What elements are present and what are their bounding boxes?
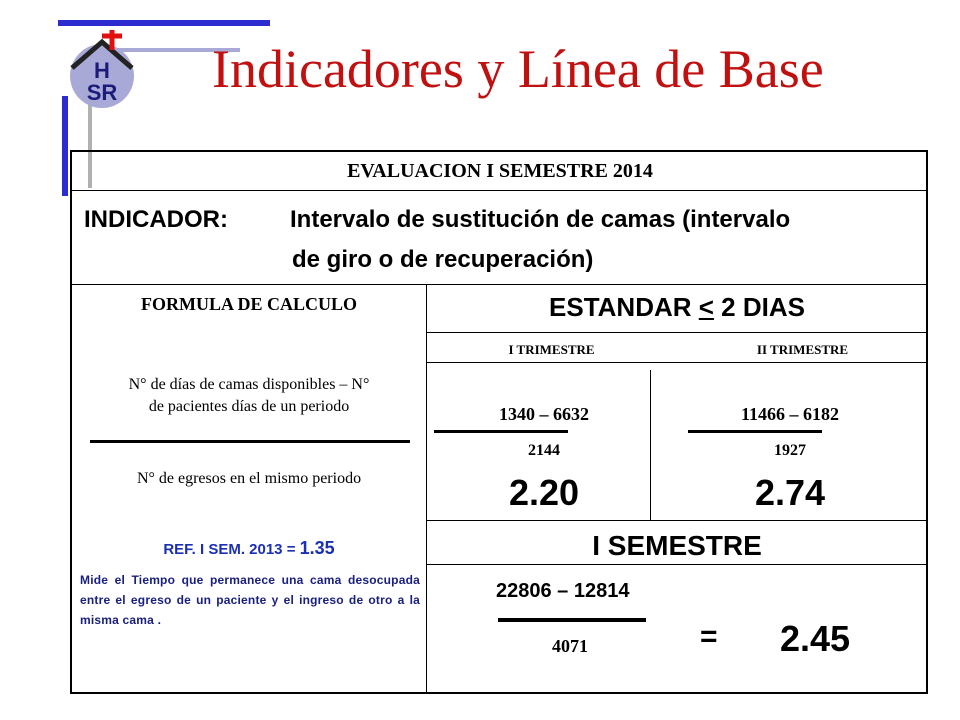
section-title: EVALUACION I SEMESTRE 2014 <box>347 160 653 182</box>
hospital-logo <box>64 28 144 108</box>
reference-value <box>72 538 426 559</box>
page-title: Indicadores y Línea de Base <box>212 39 824 99</box>
indicator-table <box>70 150 928 694</box>
semester-fraction-bar <box>498 618 646 622</box>
svg-text:SR: SR <box>86 80 118 105</box>
semester-result: 2.45 <box>780 618 851 659</box>
decorative-bar-left <box>62 96 68 196</box>
formula-numerator-line2: de pacientes días de un periodo <box>148 398 350 415</box>
row-divider <box>426 564 928 565</box>
row-divider <box>426 332 928 333</box>
row-divider <box>72 190 928 191</box>
reference-number: 1.35 <box>299 538 335 558</box>
svg-text:H: H <box>94 58 110 83</box>
quarter2-label: II TRIMESTRE <box>756 342 849 357</box>
quarter2-numerator: 11466 – 6182 <box>740 404 839 424</box>
standard-suffix: 2 DIAS <box>713 292 805 322</box>
quarter1-denominator: 2144 <box>528 442 560 459</box>
quarter1-label: I TRIMESTRE <box>508 342 595 357</box>
quarter2-denominator: 1927 <box>774 442 806 459</box>
semester-equals: = <box>700 620 718 653</box>
quarter2-fraction-bar <box>688 430 822 433</box>
quarter1-fraction-bar <box>434 430 568 433</box>
quarter1-numerator: 1340 – 6632 <box>499 404 589 424</box>
decorative-bar-top <box>58 20 270 26</box>
reference-label: REF. I SEM. 2013 = <box>163 541 300 558</box>
quarter2-result: 2.74 <box>754 472 826 513</box>
indicator-label: INDICADOR: <box>84 206 228 233</box>
standard-prefix: ESTANDAR <box>549 292 699 322</box>
formula-denominator: N° de egresos en el mismo periodo <box>136 470 362 487</box>
formula-header: FORMULA DE CALCULO <box>140 294 357 314</box>
standard-header <box>426 292 928 323</box>
semester-denominator: 4071 <box>552 636 588 656</box>
semester-numerator: 22806 – 12814 <box>496 580 630 602</box>
indicator-text-line2: de giro o de recuperación) <box>292 246 594 273</box>
formula-numerator-line1: N° de días de camas disponibles – N° <box>128 376 370 393</box>
row-divider <box>426 362 928 363</box>
quarter1-result: 2.20 <box>508 472 580 513</box>
formula-fraction-bar <box>90 440 410 443</box>
indicator-description: Mide el Tiempo que permanece una cama desocupada entre el egreso de un paciente y el ingreso de otro a la misma cama . <box>80 573 420 627</box>
row-divider <box>72 284 928 285</box>
standard-symbol: < <box>698 292 714 322</box>
semester-label: I SEMESTRE <box>592 530 762 561</box>
indicator-text-line1: Intervalo de sustitución de camas (intervalo <box>290 206 791 233</box>
row-divider <box>426 520 928 521</box>
